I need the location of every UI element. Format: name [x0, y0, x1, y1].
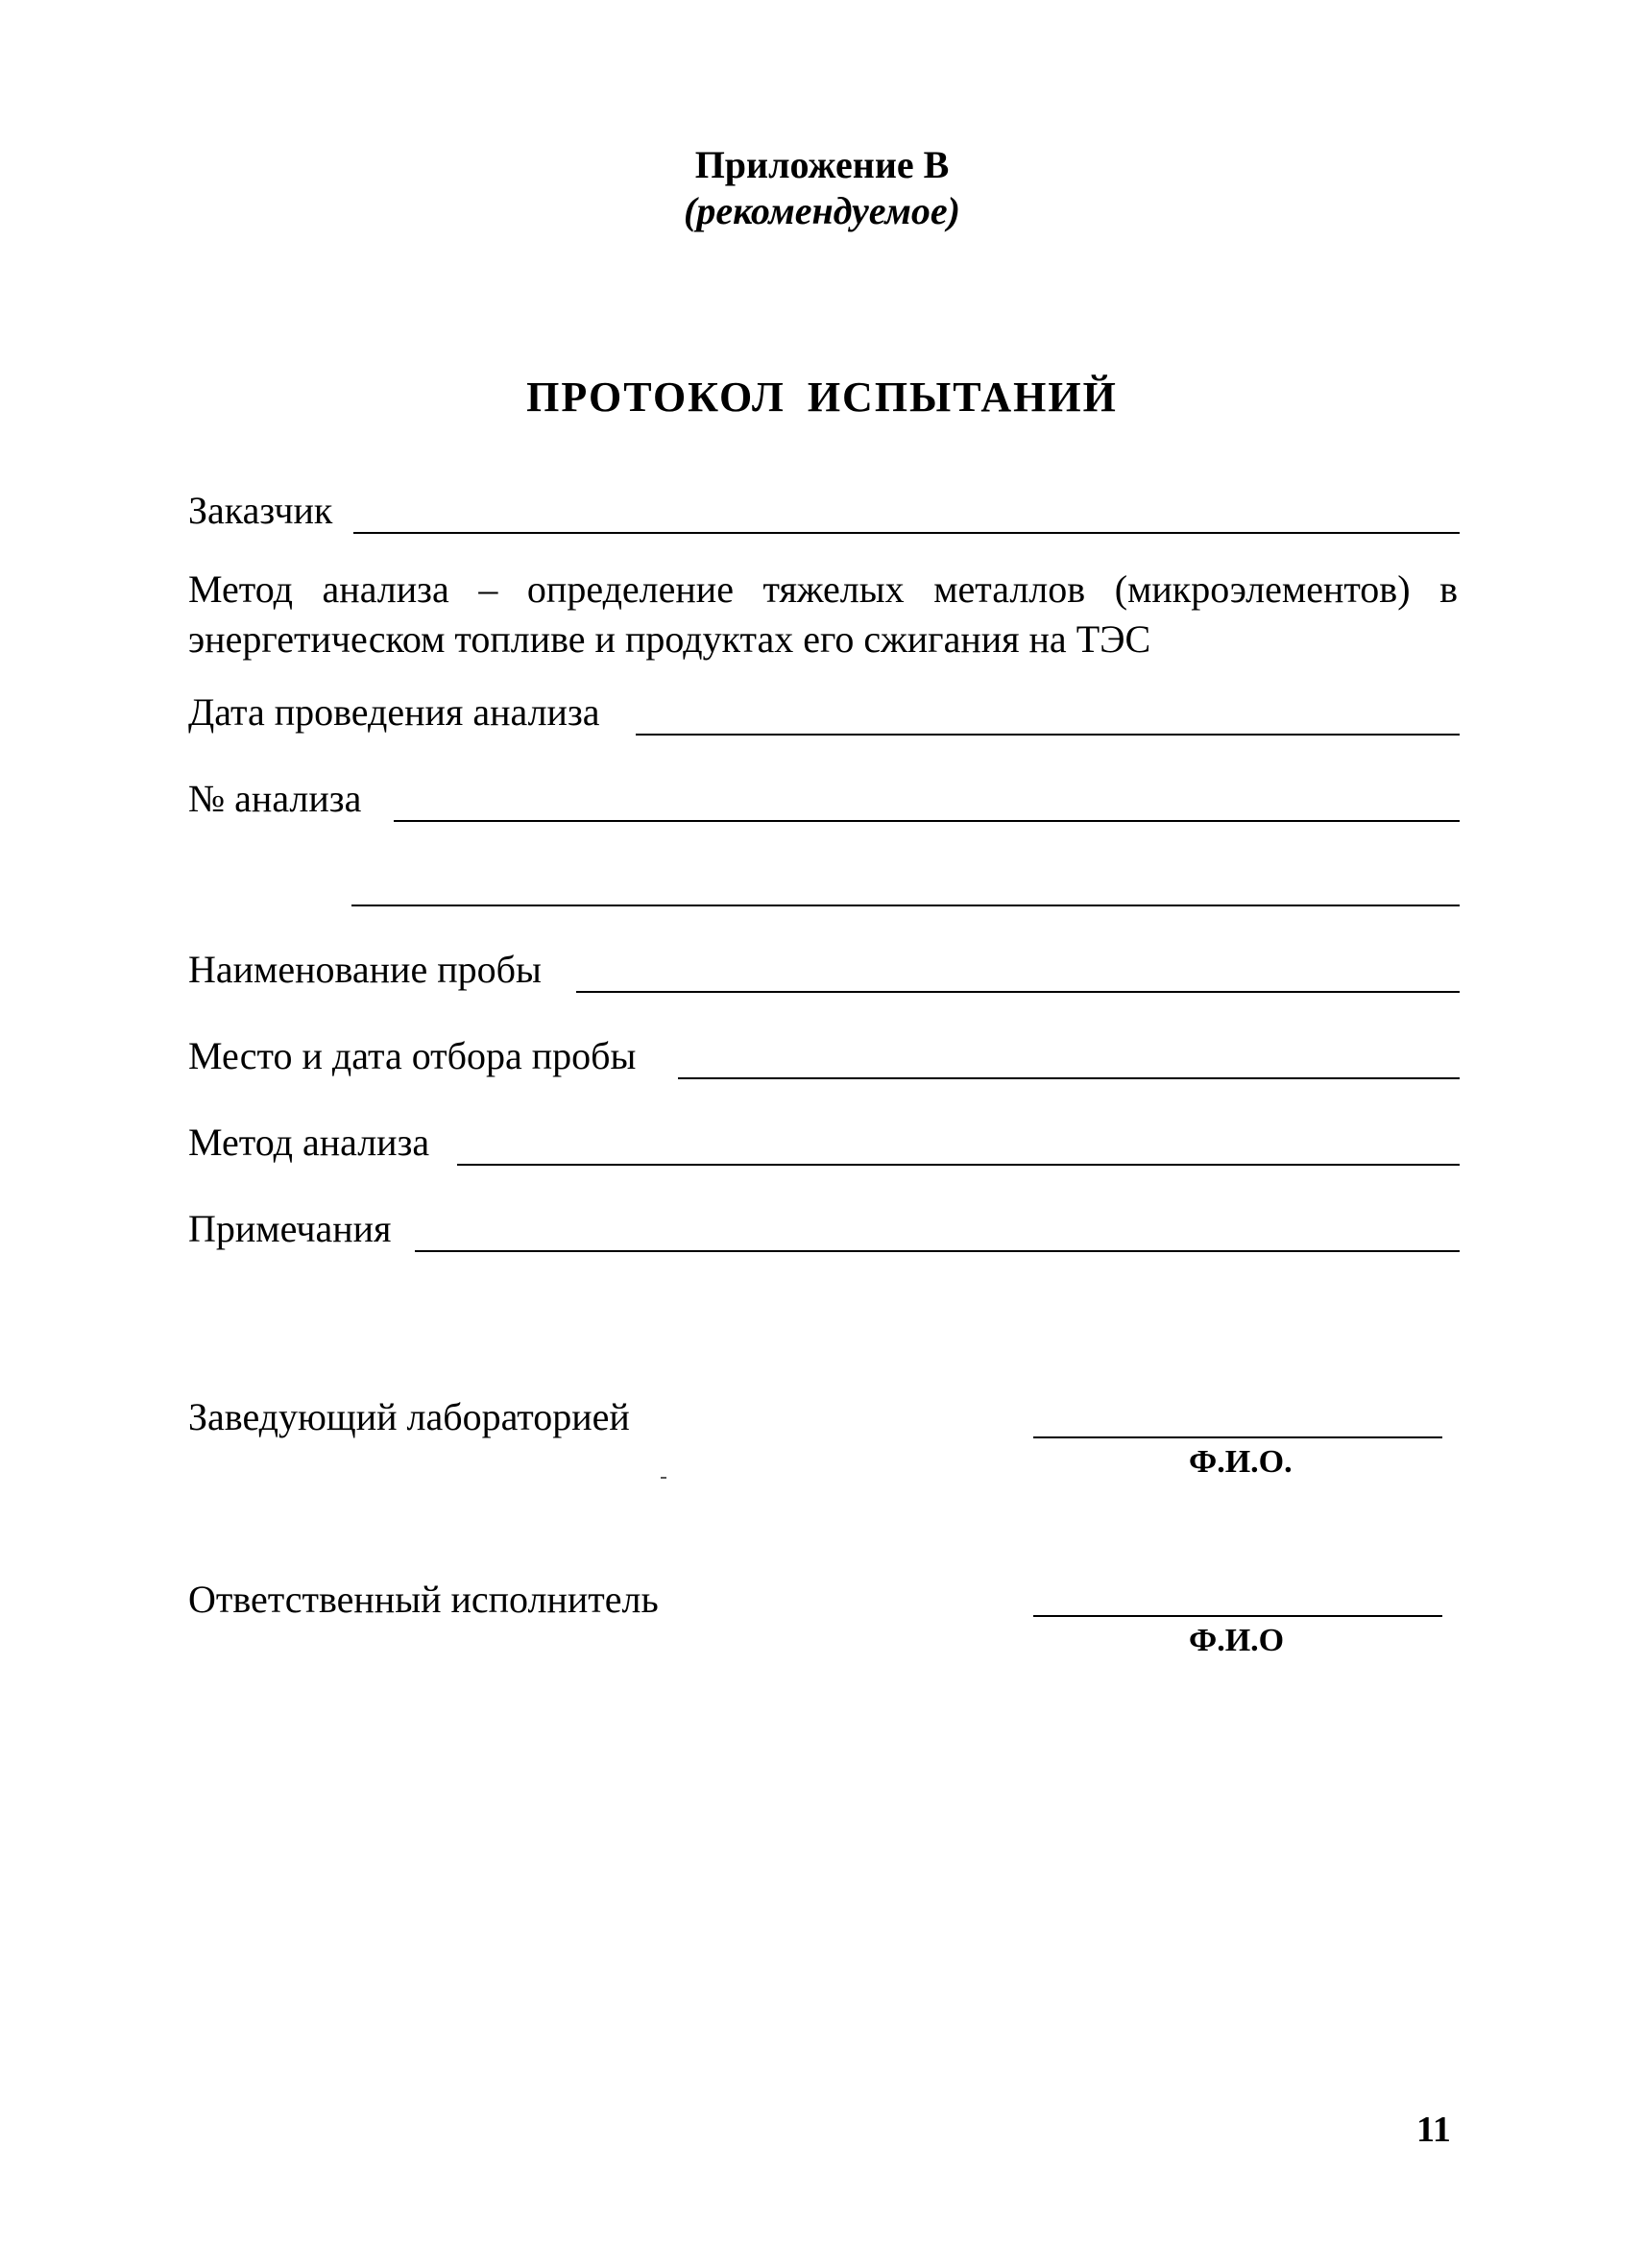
- analysis-number-label: № анализа: [188, 777, 362, 820]
- stray-mark: [661, 1477, 666, 1479]
- analysis-method-field-line[interactable]: [457, 1164, 1460, 1166]
- sample-name-label: Наименование пробы: [188, 948, 542, 991]
- appendix-title: Приложение В: [694, 143, 950, 186]
- extra-blank-line[interactable]: [351, 905, 1460, 906]
- sampling-place-date-label: Место и дата отбора пробы: [188, 1034, 637, 1077]
- lab-head-label: Заведующий лабораторией: [188, 1395, 630, 1438]
- executor-signature-line[interactable]: [1033, 1615, 1442, 1617]
- analysis-number-field-line[interactable]: [394, 820, 1460, 822]
- notes-label: Примечания: [188, 1207, 392, 1250]
- method-description: Метод анализа – определение тяжелых металлов (микроэлементов) в энергетическом топливе и продуктах его сжигания на ТЭС: [188, 567, 1458, 661]
- notes-field-line[interactable]: [415, 1250, 1460, 1252]
- executor-fio-caption: Ф.И.О: [1189, 1623, 1285, 1658]
- lab-head-fio-caption: Ф.И.О.: [1189, 1444, 1293, 1480]
- appendix-subtitle: (рекомендуемое): [684, 189, 960, 232]
- analysis-date-label: Дата проведения анализа: [188, 690, 600, 734]
- document-title: ПРОТОКОЛ ИСПЫТАНИЙ: [526, 374, 1118, 421]
- executor-label: Ответственный исполнитель: [188, 1578, 659, 1621]
- analysis-method-label: Метод анализа: [188, 1121, 430, 1164]
- page-number: 11: [1416, 2110, 1451, 2150]
- customer-field-line[interactable]: [353, 532, 1460, 534]
- lab-head-signature-line[interactable]: [1033, 1436, 1442, 1438]
- sampling-place-date-field-line[interactable]: [678, 1077, 1460, 1079]
- customer-label: Заказчик: [188, 489, 333, 532]
- sample-name-field-line[interactable]: [576, 991, 1460, 993]
- analysis-date-field-line[interactable]: [636, 734, 1460, 736]
